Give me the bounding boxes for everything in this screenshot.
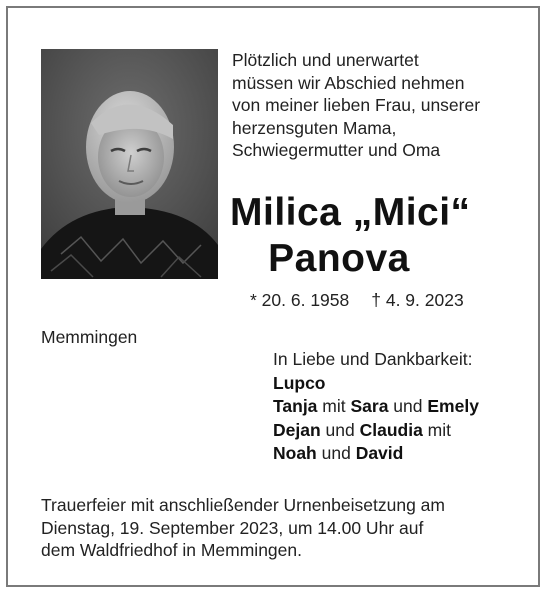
life-dates — [250, 289, 490, 311]
family-member: Tanja — [273, 396, 318, 416]
intro-text — [232, 49, 532, 162]
intro-line: herzensguten Mama, — [232, 117, 397, 138]
family-heading: In Liebe und Dankbarkeit: — [273, 349, 473, 369]
connector: und — [320, 419, 360, 440]
service-line: dem Waldfriedhof in Memmingen. — [41, 540, 302, 560]
family-member: Emely — [427, 396, 479, 416]
family-member: David — [355, 443, 404, 463]
family-member: Noah — [273, 443, 317, 463]
family-line — [273, 372, 543, 396]
connector: und — [388, 396, 428, 416]
family-line — [273, 395, 543, 419]
family-member: Dejan — [273, 419, 321, 440]
family-member: Sara — [350, 396, 389, 416]
funeral-service-info — [41, 494, 531, 562]
family-line — [273, 419, 543, 443]
service-line: Dienstag, 19. September 2023, um 14.00 Uhr auf — [41, 517, 424, 538]
service-line: Trauerfeier mit anschließender Urnenbeisetzung am — [41, 495, 445, 515]
intro-line: Plötzlich und unerwartet — [232, 50, 419, 70]
connector: mit — [422, 419, 452, 440]
death-date: † 4. 9. 2023 — [371, 290, 464, 310]
intro-line: müssen wir Abschied nehmen — [232, 72, 465, 93]
portrait-photo — [41, 49, 218, 279]
birth-date: * 20. 6. 1958 — [250, 290, 350, 310]
intro-line: Schwiegermutter und Oma — [232, 140, 441, 160]
family-member: Lupco — [273, 372, 326, 393]
connector: und — [316, 443, 356, 463]
connector: mit — [317, 396, 351, 416]
family-line — [273, 442, 543, 466]
deceased-last-name: Panova — [268, 237, 410, 280]
deceased-first-name: Milica „Mici“ — [230, 191, 471, 234]
family-member: Claudia — [359, 419, 423, 440]
location: Memmingen — [41, 327, 138, 347]
deceased-name — [230, 190, 471, 282]
family-signatures — [273, 348, 543, 466]
intro-line: von meiner lieben Frau, unserer — [232, 95, 481, 115]
